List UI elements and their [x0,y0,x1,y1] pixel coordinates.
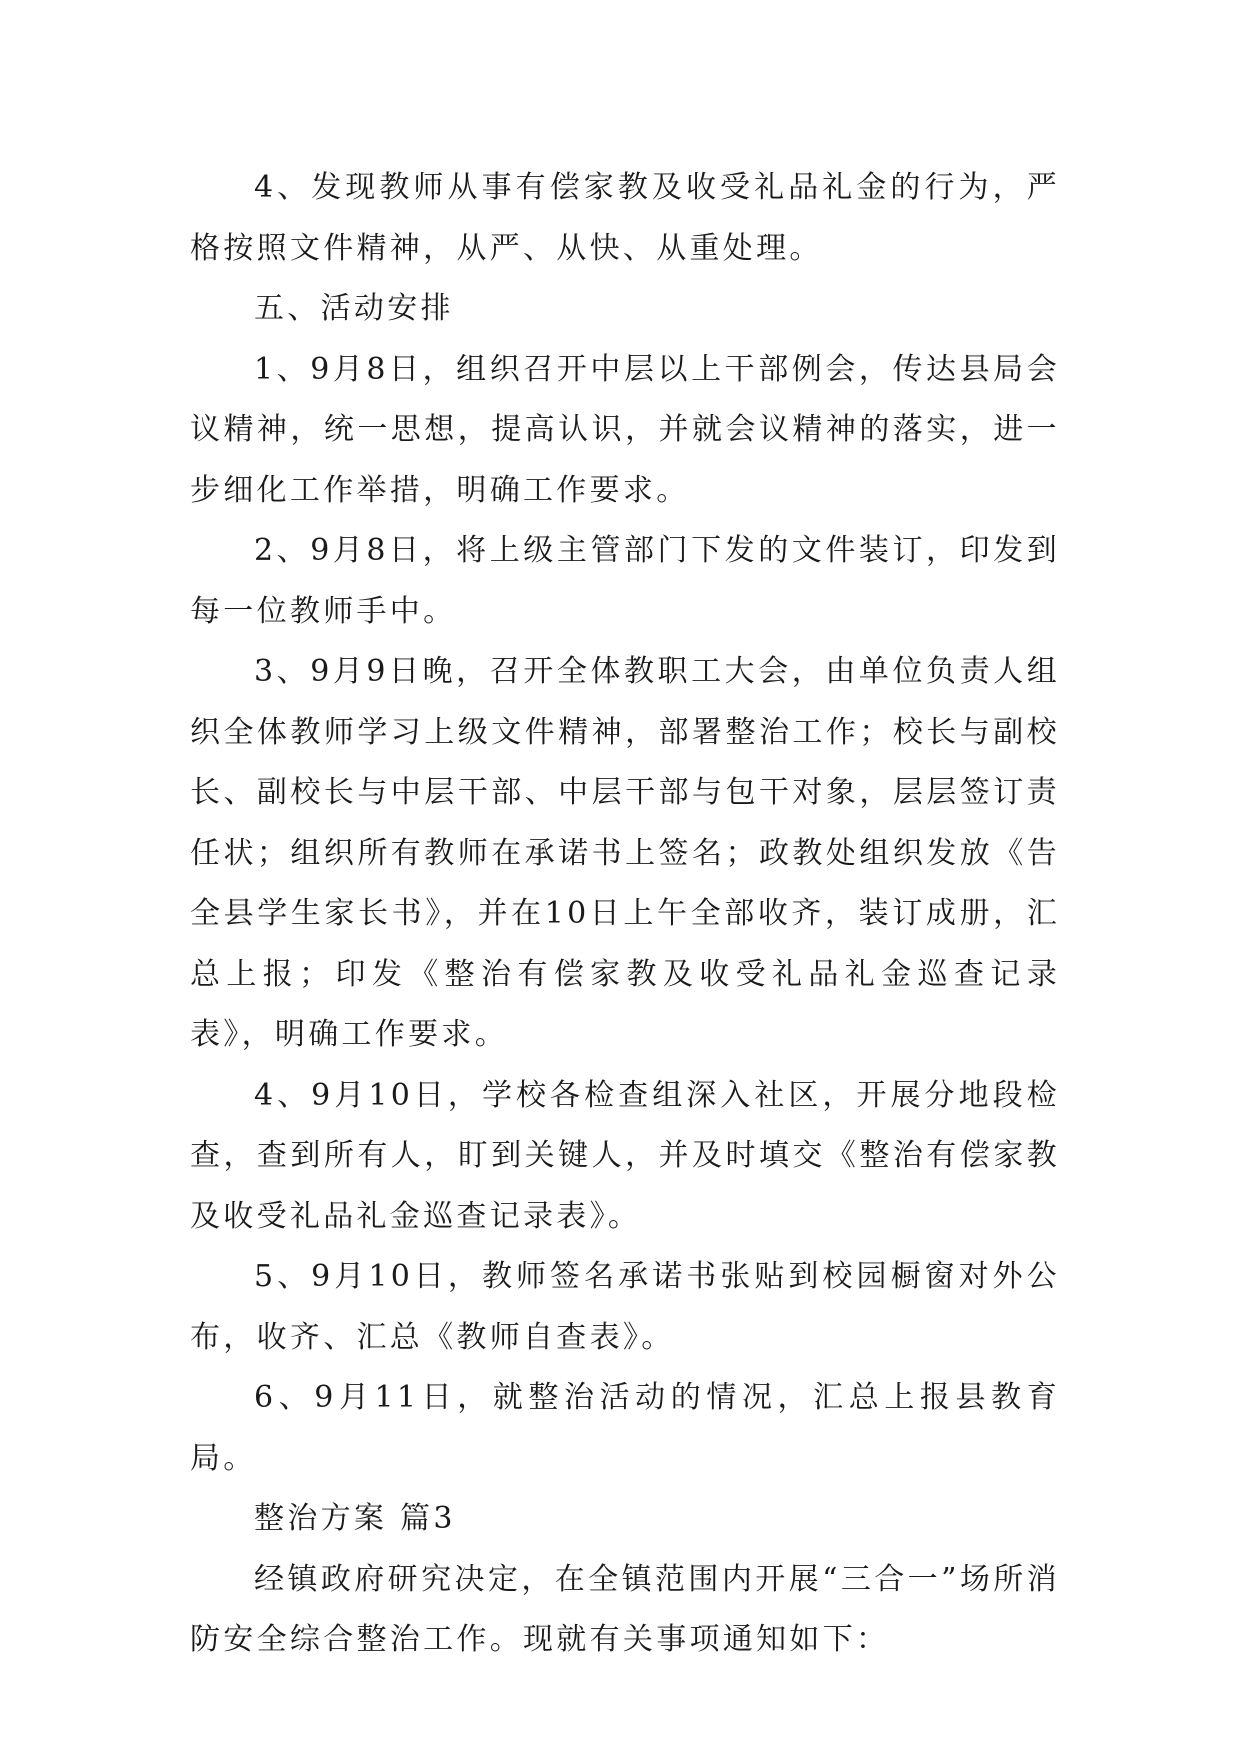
paragraph-schedule-5: 5、9月10日，教师签名承诺书张贴到校园橱窗对外公布，收齐、汇总《教师自查表》。 [190,1259,1060,1355]
paragraph-schedule-6: 6、9月11日，就整治活动的情况，汇总上报县教育局。 [190,1380,1060,1476]
paragraph-schedule-1: 1、9月8日，组织召开中层以上干部例会，传达县局会议精神，统一思想，提高认识，并就会议精神的落实，进一步细化工作举措，明确工作要求。 [190,351,1060,508]
paragraph-notice-intro: 经镇政府研究决定，在全镇范围内开展“三合一”场所消防安全综合整治工作。现就有关事项通知如下： [190,1561,1060,1657]
document-body [190,158,1060,1671]
section-heading-activity-arrangement: 五、活动安排 [254,291,454,326]
paragraph-schedule-4: 4、9月10日，学校各检查组深入社区，开展分地段检查，查到所有人，盯到关键人，并及时填交《整治有偿家教及收受礼品礼金巡查记录表》。 [190,1077,1060,1234]
paragraph-schedule-3: 3、9月9日晚，召开全体教职工大会，由单位负责人组织全体教师学习上级文件精神，部署整治工作；校长与副校长、副校长与中层干部、中层干部与包干对象，层层签订责任状；组织所有教师在承诺书上签名；政教处组织发放《告全县学生家长书》，并在10日上午全部收齐，装订成册，汇总上报；印发《整治有偿家教及收受礼品礼金巡查记录表》，明确工作要求。 [190,654,1060,1052]
paragraph-measure-4: 4、发现教师从事有偿家教及收受礼品礼金的行为，严格按照文件精神，从严、从快、从重处理。 [190,170,1060,266]
section-heading-plan-3: 整治方案 篇3 [254,1501,456,1536]
paragraph-schedule-2: 2、9月8日，将上级主管部门下发的文件装订，印发到每一位教师手中。 [190,533,1060,629]
